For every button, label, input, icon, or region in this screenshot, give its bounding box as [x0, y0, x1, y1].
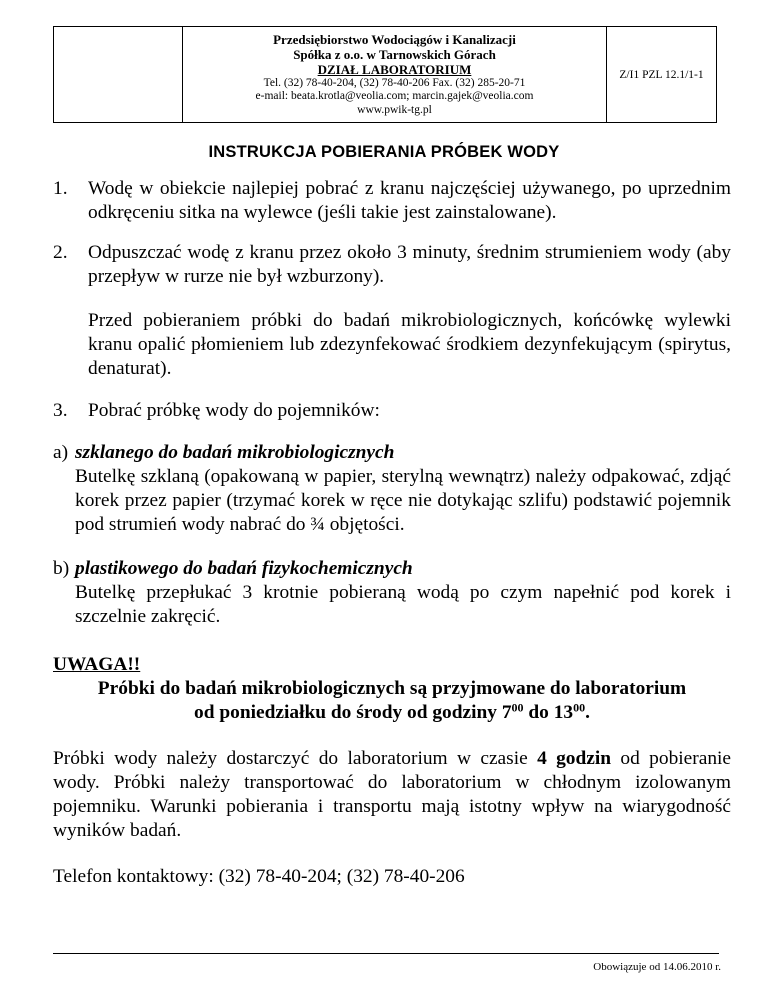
step-1 [53, 177, 731, 225]
hour-from-minutes: 00 [511, 700, 524, 715]
phone-line: Tel. (32) 78-40-204, (32) 78-40-206 Fax. (32) 285-20-71 [263, 76, 526, 89]
company-name-line1: Przedsiębiorstwo Wodociągów i Kanalizacji [273, 31, 516, 47]
header-table [53, 26, 717, 123]
step-2 [53, 241, 731, 289]
delivery-paragraph [53, 747, 731, 843]
delivery-time-limit: 4 godzin [537, 748, 612, 769]
container-text: Butelkę przepłukać 3 krotnie pobieraną wodą po czym napełnić pod korek i szczelnie zakręcić. [75, 582, 731, 627]
website-line: www.pwik-tg.pl [357, 103, 432, 116]
department-name: DZIAŁ LABORATORIUM [317, 61, 472, 77]
instructions-body [53, 177, 731, 889]
email-line: e-mail: beata.krotla@veolia.com; marcin.gajek@veolia.com [255, 90, 534, 103]
doc-code: Z/I1 PZL 12.1/1-1 [607, 27, 717, 123]
warning-line1: Próbki do badań mikrobiologicznych są przyjmowane do laboratorium [97, 678, 687, 699]
container-a [53, 441, 731, 465]
step-number: 1. [53, 178, 68, 199]
container-text: Butelkę szklaną (opakowaną w papier, sterylną wewnątrz) należy odpakować, zdjąć korek przez papier (trzymać korek w ręce nie dotykając szlifu) podstawić pojemnik pod strumień wody nabrać do ¾ objętości. [75, 466, 731, 535]
container-letter: a) [53, 442, 69, 463]
step-text: Pobrać próbkę wody do pojemników: [88, 400, 380, 421]
company-info-cell [183, 27, 607, 123]
effective-date: Obowiązuje od 14.06.2010 r. [593, 961, 721, 973]
step-3 [53, 399, 731, 423]
step-number: 2. [53, 242, 68, 263]
warning-line2-mid: do 13 [523, 702, 574, 723]
delivery-text-end: od pobieranie wody. Próbki należy transportować do laboratorium w chłodnym izolowanym pojemniku. Warunki pobierania i transportu mają istotny wpływ na wiarygodność wyników badań. [53, 748, 732, 841]
company-name-line2: Spółka z o.o. w Tarnowskich Górach [293, 46, 496, 62]
logo-cell [54, 27, 183, 123]
delivery-text-start: Próbki wody należy dostarczyć do laboratorium w czasie [53, 748, 538, 769]
container-heading: plastikowego do badań fizykochemicznych [75, 558, 413, 579]
container-b [53, 557, 731, 581]
warning-heading: UWAGA!! [53, 654, 141, 675]
container-letter: b) [53, 558, 70, 579]
warning-line2 [53, 701, 731, 725]
step-2-note: Przed pobieraniem próbki do badań mikrobiologicznych, końcówkę wylewki kranu opalić płomieniem lub zdezynfekować środkiem dezynfekującym (spirytus, denaturat). [88, 310, 731, 379]
page-title: INSTRUKCJA POBIERANIA PRÓBEK WODY [208, 143, 560, 161]
warning-line2-end: . [585, 702, 590, 723]
hour-to-minutes: 00 [573, 700, 586, 715]
step-number: 3. [53, 400, 68, 421]
step-text: Wodę w obiekcie najlepiej pobrać z kranu najczęściej używanego, po uprzednim odkręceniu sitka na wylewce (jeśli takie jest zainstalowane). [88, 178, 731, 223]
contact-phone: Telefon kontaktowy: (32) 78-40-204; (32) 78-40-206 [53, 866, 465, 887]
footer-divider [53, 953, 719, 954]
step-text: Odpuszczać wodę z kranu przez około 3 minuty, średnim strumieniem wody (aby przepływ w rurze nie był wzburzony). [88, 242, 731, 287]
container-heading: szklanego do badań mikrobiologicznych [75, 442, 395, 463]
warning-line2-start: od poniedziałku do środy od godziny 7 [194, 702, 512, 723]
